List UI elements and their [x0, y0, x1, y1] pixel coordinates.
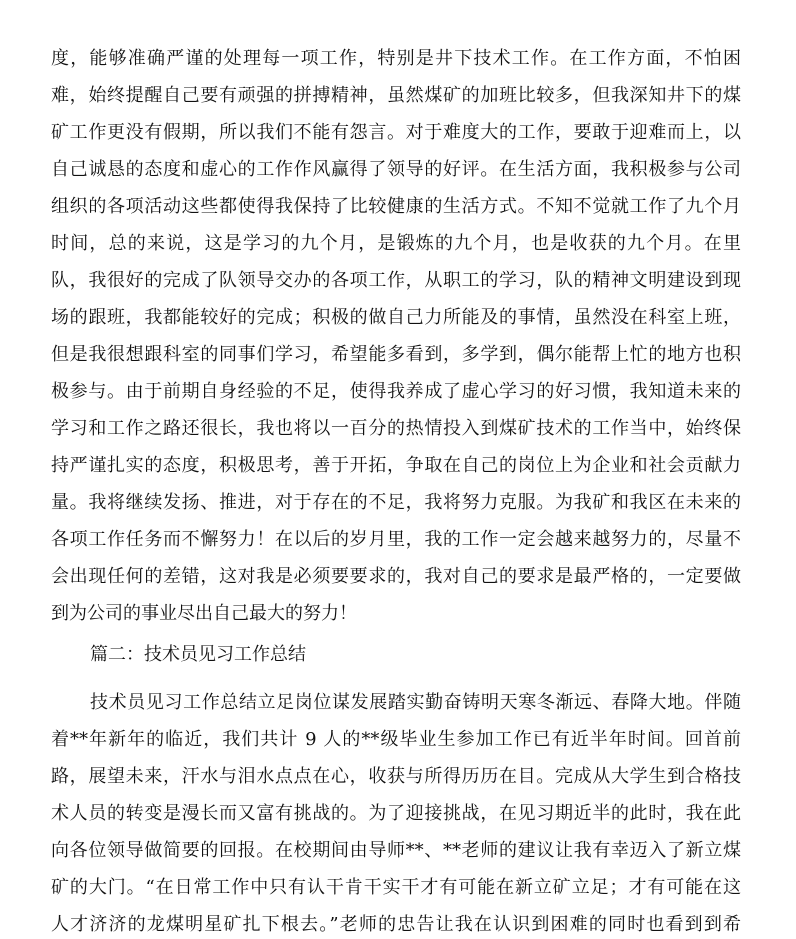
text-line: 矿工作更没有假期，所以我们不能有怨言。对于难度大的工作，要敢于迎难而上，以	[51, 122, 741, 143]
text-line: 场的跟班，我都能较好的完成；积极的做自己力所能及的事情，虽然没在科室上班，	[51, 307, 741, 328]
text-line: 时间，总的来说，这是学习的九个月，是锻炼的九个月，也是收获的九个月。在里	[51, 233, 741, 254]
text-line: 人才济济的龙煤明星矿扎下根去。”老师的忠告让我在认识到困难的同时也看到到希	[51, 914, 741, 935]
text-line: 各项工作任务而不懈努力！在以后的岁月里，我的工作一定会越来越努力的，尽量不	[51, 529, 741, 550]
text-line: 术人员的转变是漫长而又富有挑战的。为了迎接挑战，在见习期近半的此时，我在此	[51, 803, 741, 824]
section-heading: 篇二：技术员见习工作总结	[90, 644, 306, 665]
text-line: 路，展望未来，汗水与泪水点点在心，收获与所得历历在目。完成从大学生到合格技	[51, 766, 741, 787]
text-line: 到为公司的事业尽出自己最大的努力！	[51, 603, 357, 624]
text-line: 学习和工作之路还很长，我也将以一百分的热情投入到煤矿技术的工作当中，始终保	[51, 418, 741, 439]
text-line: 但是我很想跟科室的同事们学习，希望能多看到，多学到，偶尔能帮上忙的地方也积	[51, 344, 741, 365]
text-line: 持严谨扎实的态度，积极思考，善于开拓，争取在自己的岗位上为企业和社会贡献力	[51, 455, 741, 476]
text-line: 队，我很好的完成了队领导交办的各项工作，从职工的学习，队的精神文明建设到现	[51, 270, 741, 291]
text-line: 会出现任何的差错，这对我是必须要要求的，我对自己的要求是最严格的，一定要做	[51, 566, 741, 587]
text-line: 量。我将继续发扬、推进，对于存在的不足，我将努力克服。为我矿和我区在未来的	[51, 492, 741, 513]
text-line: 极参与。由于前期自身经验的不足，使得我养成了虚心学习的好习惯，我知道未来的	[51, 381, 741, 402]
text-line: 组织的各项活动这些都使得我保持了比较健康的生活方式。不知不觉就工作了九个月	[51, 196, 741, 217]
text-line: 着**年新年的临近，我们共计 9 人的**级毕业生参加工作已有近半年时间。回首前	[51, 729, 741, 750]
text-line: 技术员见习工作总结立足岗位谋发展踏实勤奋铸明天寒冬渐远、春降大地。伴随	[90, 692, 741, 713]
text-line: 矿的大门。“在日常工作中只有认干肯干实干才有可能在新立矿立足；才有可能在这	[51, 877, 741, 898]
text-line: 度，能够准确严谨的处理每一项工作，特别是井下技术工作。在工作方面，不怕困	[51, 48, 741, 69]
text-line: 难，始终提醒自己要有顽强的拼搏精神，虽然煤矿的加班比较多，但我深知井下的煤	[51, 85, 741, 106]
text-line: 向各位领导做简要的回报。在校期间由导师**、**老师的建议让我有幸迈入了新立煤	[51, 840, 741, 861]
text-line: 自己诚恳的态度和虚心的工作作风赢得了领导的好评。在生活方面，我积极参与公司	[51, 159, 741, 180]
